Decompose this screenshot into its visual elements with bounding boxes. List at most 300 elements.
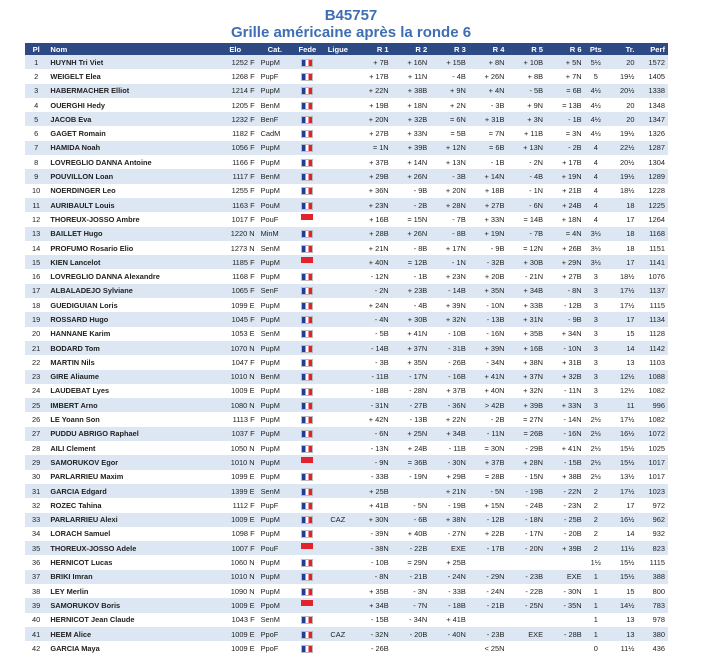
player-points: 3 bbox=[585, 355, 607, 369]
player-name[interactable]: BAILLET Hugo bbox=[47, 227, 213, 241]
player-federation-flag bbox=[292, 613, 322, 627]
player-performance: 388 bbox=[637, 570, 668, 584]
col-cat[interactable]: Cat. bbox=[258, 43, 293, 55]
round-1-result: + 41B bbox=[353, 498, 392, 512]
round-5-result: - 20N bbox=[507, 541, 546, 555]
round-2-result: + 16N bbox=[392, 55, 431, 69]
round-2-result: - 22B bbox=[392, 541, 431, 555]
french-flag-icon bbox=[301, 402, 313, 410]
round-3-result: + 25B bbox=[430, 555, 469, 569]
french-flag-icon bbox=[301, 130, 313, 138]
round-1-result: = 1N bbox=[353, 141, 392, 155]
round-6-result: - 25B bbox=[546, 513, 585, 527]
table-row bbox=[25, 269, 668, 283]
player-federation-flag bbox=[292, 184, 322, 198]
crosstable-subtitle: Grille américaine après la ronde 6 bbox=[230, 24, 472, 41]
col-tr[interactable]: Tr. bbox=[607, 43, 637, 55]
player-place: 19 bbox=[25, 312, 47, 326]
round-2-result: + 39B bbox=[392, 141, 431, 155]
player-name[interactable]: NOERDINGER Leo bbox=[47, 184, 213, 198]
player-performance: 962 bbox=[637, 513, 668, 527]
player-points: 2 bbox=[585, 527, 607, 541]
player-league bbox=[323, 370, 353, 384]
player-points: 1 bbox=[585, 584, 607, 598]
player-place: 36 bbox=[25, 555, 47, 569]
player-name[interactable]: LAUDEBAT Lyes bbox=[47, 384, 213, 398]
player-name[interactable]: HERNICOT Jean Claude bbox=[47, 613, 213, 627]
round-1-result: - 38N bbox=[353, 541, 392, 555]
round-2-result: = 29N bbox=[392, 555, 431, 569]
player-place: 21 bbox=[25, 341, 47, 355]
french-flag-icon bbox=[301, 373, 313, 381]
player-category: PupM bbox=[258, 427, 293, 441]
player-name[interactable]: PROFUMO Rosario Elio bbox=[47, 241, 213, 255]
player-tiebreak: 13 bbox=[607, 613, 637, 627]
col-perf[interactable]: Perf bbox=[637, 43, 668, 55]
round-3-result: + 12N bbox=[430, 141, 469, 155]
player-tiebreak: 20½ bbox=[607, 155, 637, 169]
player-name[interactable]: SAMORUKOV Egor bbox=[47, 455, 213, 469]
player-place: 32 bbox=[25, 498, 47, 512]
player-league bbox=[323, 455, 353, 469]
player-name[interactable]: ROZEC Tahina bbox=[47, 498, 213, 512]
player-tiebreak: 17½ bbox=[607, 484, 637, 498]
player-elo: 1098 F bbox=[213, 527, 258, 541]
player-elo: 1043 F bbox=[213, 613, 258, 627]
red-flag-icon bbox=[301, 600, 313, 606]
player-elo: 1113 F bbox=[213, 412, 258, 426]
player-performance: 800 bbox=[637, 584, 668, 598]
player-performance: 1082 bbox=[637, 412, 668, 426]
round-1-result: + 21N bbox=[353, 241, 392, 255]
round-3-result: + 17N bbox=[430, 241, 469, 255]
french-flag-icon bbox=[301, 302, 313, 310]
player-name[interactable]: ROSSARD Hugo bbox=[47, 312, 213, 326]
round-4-result: < 25N bbox=[469, 641, 508, 655]
red-flag-icon bbox=[301, 214, 313, 220]
round-2-result: - 20B bbox=[392, 627, 431, 641]
col-elo[interactable]: Elo bbox=[213, 43, 258, 55]
table-row bbox=[25, 141, 668, 155]
player-name[interactable]: GARCIA Edgard bbox=[47, 484, 213, 498]
player-place: 17 bbox=[25, 284, 47, 298]
col-r6[interactable]: R 6 bbox=[546, 43, 585, 55]
player-name[interactable]: GUEDIGUIAN Loris bbox=[47, 298, 213, 312]
round-1-result: + 24N bbox=[353, 298, 392, 312]
col-r5[interactable]: R 5 bbox=[507, 43, 546, 55]
player-place: 14 bbox=[25, 241, 47, 255]
player-place: 30 bbox=[25, 470, 47, 484]
round-4-result: = 28B bbox=[469, 470, 508, 484]
player-place: 22 bbox=[25, 355, 47, 369]
player-performance: 932 bbox=[637, 527, 668, 541]
player-federation-flag bbox=[292, 198, 322, 212]
round-1-result: - 8N bbox=[353, 570, 392, 584]
round-4-result: + 15N bbox=[469, 498, 508, 512]
round-3-result: + 21N bbox=[430, 484, 469, 498]
player-name[interactable]: WEIGELT Elea bbox=[47, 69, 213, 83]
player-elo: 1060 N bbox=[213, 555, 258, 569]
player-performance: 1405 bbox=[637, 69, 668, 83]
col-r1[interactable]: R 1 bbox=[353, 43, 392, 55]
player-category: PouM bbox=[258, 198, 293, 212]
player-name[interactable]: PARLARRIEU Alexi bbox=[47, 513, 213, 527]
player-elo: 1010 N bbox=[213, 570, 258, 584]
player-name[interactable]: LEY Merlin bbox=[47, 584, 213, 598]
col-fede[interactable]: Fede bbox=[292, 43, 322, 55]
round-6-result: + 21B bbox=[546, 184, 585, 198]
player-points: 4 bbox=[585, 198, 607, 212]
player-category: SenM bbox=[258, 484, 293, 498]
player-elo: 1009 E bbox=[213, 627, 258, 641]
player-name[interactable]: ALBALADEJO Sylviane bbox=[47, 284, 213, 298]
player-name[interactable]: AURIBAULT Louis bbox=[47, 198, 213, 212]
table-row bbox=[25, 227, 668, 241]
col-pts[interactable]: Pts bbox=[585, 43, 607, 55]
round-6-result: - 16N bbox=[546, 427, 585, 441]
player-place: 7 bbox=[25, 141, 47, 155]
player-league bbox=[323, 327, 353, 341]
col-r2[interactable]: R 2 bbox=[392, 43, 431, 55]
player-name[interactable]: HANNANE Karim bbox=[47, 327, 213, 341]
player-performance: 1142 bbox=[637, 341, 668, 355]
round-2-result: - 1B bbox=[392, 269, 431, 283]
table-row bbox=[25, 327, 668, 341]
player-name[interactable]: POUVILLON Loan bbox=[47, 169, 213, 183]
player-performance: 1348 bbox=[637, 98, 668, 112]
round-6-result: - 35N bbox=[546, 598, 585, 612]
player-tiebreak: 17½ bbox=[607, 298, 637, 312]
round-5-result: + 38N bbox=[507, 355, 546, 369]
player-name[interactable]: HUYNH Tri Viet bbox=[47, 55, 213, 69]
round-3-result: - 4B bbox=[430, 69, 469, 83]
player-tiebreak: 17 bbox=[607, 255, 637, 269]
player-tiebreak: 15 bbox=[607, 327, 637, 341]
player-tiebreak: 14 bbox=[607, 527, 637, 541]
player-place: 33 bbox=[25, 513, 47, 527]
round-4-result: + 37B bbox=[469, 455, 508, 469]
round-1-result: + 17B bbox=[353, 69, 392, 83]
french-flag-icon bbox=[301, 230, 313, 238]
player-performance: 1289 bbox=[637, 169, 668, 183]
round-5-result: - 23B bbox=[507, 570, 546, 584]
col-r4[interactable]: R 4 bbox=[469, 43, 508, 55]
player-name[interactable]: PARLARRIEU Maxim bbox=[47, 470, 213, 484]
player-name[interactable]: LORACH Samuel bbox=[47, 527, 213, 541]
player-tiebreak: 14 bbox=[607, 341, 637, 355]
round-1-result: + 28B bbox=[353, 227, 392, 241]
player-place: 10 bbox=[25, 184, 47, 198]
french-flag-icon bbox=[301, 144, 313, 152]
table-row bbox=[25, 212, 668, 226]
round-4-result: - 29N bbox=[469, 570, 508, 584]
round-3-result: - 14B bbox=[430, 284, 469, 298]
round-4-result: > 42B bbox=[469, 398, 508, 412]
round-3-result: - 31B bbox=[430, 341, 469, 355]
round-2-result: + 37N bbox=[392, 341, 431, 355]
table-row bbox=[25, 126, 668, 140]
player-federation-flag bbox=[292, 169, 322, 183]
player-league: CAZ bbox=[323, 513, 353, 527]
table-row bbox=[25, 398, 668, 412]
player-elo: 1017 F bbox=[213, 212, 258, 226]
round-1-result: - 31N bbox=[353, 398, 392, 412]
player-tiebreak: 20 bbox=[607, 55, 637, 69]
player-federation-flag bbox=[292, 55, 322, 69]
player-name[interactable]: AILI Clement bbox=[47, 441, 213, 455]
player-elo: 1268 F bbox=[213, 69, 258, 83]
player-league bbox=[323, 384, 353, 398]
player-performance: 1338 bbox=[637, 84, 668, 98]
round-3-result: - 36N bbox=[430, 398, 469, 412]
player-name[interactable]: MARTIN Nils bbox=[47, 355, 213, 369]
round-2-result: - 5N bbox=[392, 498, 431, 512]
round-5-result: - 18N bbox=[507, 513, 546, 527]
round-1-result: - 33B bbox=[353, 470, 392, 484]
player-name[interactable]: THOREUX-JOSSO Ambre bbox=[47, 212, 213, 226]
col-pl[interactable]: Pl bbox=[25, 43, 47, 55]
player-name[interactable]: BRIKI Imran bbox=[47, 570, 213, 584]
round-5-result: = 14B bbox=[507, 212, 546, 226]
player-points: 3 bbox=[585, 341, 607, 355]
round-3-result: - 16B bbox=[430, 370, 469, 384]
player-league bbox=[323, 498, 353, 512]
player-tiebreak: 15½ bbox=[607, 441, 637, 455]
round-6-result: = 4N bbox=[546, 227, 585, 241]
round-6-result: + 34N bbox=[546, 327, 585, 341]
round-4-result: - 3B bbox=[469, 98, 508, 112]
player-performance: 978 bbox=[637, 613, 668, 627]
player-federation-flag bbox=[292, 484, 322, 498]
round-2-result: - 2B bbox=[392, 198, 431, 212]
player-name[interactable]: PUDDU ABRIGO Raphael bbox=[47, 427, 213, 441]
player-performance: 1076 bbox=[637, 269, 668, 283]
french-flag-icon bbox=[301, 187, 313, 195]
col-r3[interactable]: R 3 bbox=[430, 43, 469, 55]
round-1-result: - 14B bbox=[353, 341, 392, 355]
red-flag-icon bbox=[301, 457, 313, 463]
round-4-result: - 2B bbox=[469, 412, 508, 426]
player-name[interactable]: LE Yoann Son bbox=[47, 412, 213, 426]
player-category: BenM bbox=[258, 169, 293, 183]
player-tiebreak: 13 bbox=[607, 355, 637, 369]
player-name[interactable]: IMBERT Arno bbox=[47, 398, 213, 412]
player-name[interactable]: HERNICOT Lucas bbox=[47, 555, 213, 569]
round-1-result: + 37B bbox=[353, 155, 392, 169]
player-performance: 972 bbox=[637, 498, 668, 512]
french-flag-icon bbox=[301, 516, 313, 524]
table-row bbox=[25, 384, 668, 398]
round-4-result: - 23B bbox=[469, 627, 508, 641]
player-tiebreak: 17 bbox=[607, 312, 637, 326]
player-place: 42 bbox=[25, 641, 47, 655]
player-league bbox=[323, 112, 353, 126]
player-performance: 783 bbox=[637, 598, 668, 612]
round-2-result: - 4B bbox=[392, 298, 431, 312]
col-ligue[interactable]: Ligue bbox=[323, 43, 353, 55]
round-5-result: + 31N bbox=[507, 312, 546, 326]
player-name[interactable]: GAGET Romain bbox=[47, 126, 213, 140]
player-tiebreak: 15½ bbox=[607, 455, 637, 469]
round-3-result: EXE bbox=[430, 541, 469, 555]
player-performance: 996 bbox=[637, 398, 668, 412]
player-name[interactable]: BODARD Tom bbox=[47, 341, 213, 355]
player-league bbox=[323, 55, 353, 69]
player-category: PupM bbox=[258, 355, 293, 369]
french-flag-icon bbox=[301, 616, 313, 624]
player-performance: 1264 bbox=[637, 212, 668, 226]
round-6-result: - 9B bbox=[546, 312, 585, 326]
player-elo: 1050 N bbox=[213, 441, 258, 455]
player-name[interactable]: OUERGHI Hedy bbox=[47, 98, 213, 112]
table-row bbox=[25, 613, 668, 627]
round-4-result bbox=[469, 613, 508, 627]
french-flag-icon bbox=[301, 159, 313, 167]
round-3-result: + 22N bbox=[430, 412, 469, 426]
col-nom[interactable]: Nom bbox=[47, 43, 213, 55]
table-row bbox=[25, 341, 668, 355]
round-2-result: + 38B bbox=[392, 84, 431, 98]
player-performance: 380 bbox=[637, 627, 668, 641]
player-name[interactable]: JACOB Eva bbox=[47, 112, 213, 126]
player-place: 3 bbox=[25, 84, 47, 98]
player-league bbox=[323, 470, 353, 484]
french-flag-icon bbox=[301, 359, 313, 367]
player-federation-flag bbox=[292, 269, 322, 283]
player-elo: 1182 F bbox=[213, 126, 258, 140]
player-name[interactable]: LOVREGLIO DANNA Alexandre bbox=[47, 269, 213, 283]
player-performance: 1017 bbox=[637, 455, 668, 469]
player-category: PupM bbox=[258, 141, 293, 155]
player-elo: 1117 F bbox=[213, 169, 258, 183]
round-3-result: - 24N bbox=[430, 570, 469, 584]
table-row bbox=[25, 541, 668, 555]
player-tiebreak: 20 bbox=[607, 112, 637, 126]
round-4-result bbox=[469, 555, 508, 569]
player-elo: 1163 F bbox=[213, 198, 258, 212]
french-flag-icon bbox=[301, 388, 313, 396]
player-name[interactable]: LOVREGLIO DANNA Antoine bbox=[47, 155, 213, 169]
round-6-result: - 12B bbox=[546, 298, 585, 312]
player-league bbox=[323, 98, 353, 112]
round-5-result: + 30B bbox=[507, 255, 546, 269]
player-place: 18 bbox=[25, 298, 47, 312]
player-federation-flag bbox=[292, 312, 322, 326]
player-federation-flag bbox=[292, 126, 322, 140]
player-points: 2 bbox=[585, 513, 607, 527]
player-elo: 1205 F bbox=[213, 98, 258, 112]
player-category: BenM bbox=[258, 98, 293, 112]
player-performance: 1072 bbox=[637, 427, 668, 441]
player-category: PupM bbox=[258, 184, 293, 198]
round-2-result: - 13B bbox=[392, 412, 431, 426]
round-1-result: + 16B bbox=[353, 212, 392, 226]
player-name[interactable]: HABERMACHER Elliot bbox=[47, 84, 213, 98]
player-points: 1 bbox=[585, 598, 607, 612]
round-3-result: - 8B bbox=[430, 227, 469, 241]
round-1-result: + 36N bbox=[353, 184, 392, 198]
round-1-result: + 27B bbox=[353, 126, 392, 140]
round-3-result: + 37B bbox=[430, 384, 469, 398]
round-1-result: - 9N bbox=[353, 455, 392, 469]
player-place: 24 bbox=[25, 384, 47, 398]
player-federation-flag bbox=[292, 427, 322, 441]
round-4-result: - 34N bbox=[469, 355, 508, 369]
player-name[interactable]: HAMIDA Noah bbox=[47, 141, 213, 155]
round-5-result: + 28N bbox=[507, 455, 546, 469]
player-place: 40 bbox=[25, 613, 47, 627]
player-elo: 1045 F bbox=[213, 312, 258, 326]
round-4-result: - 1B bbox=[469, 155, 508, 169]
round-3-result: - 33B bbox=[430, 584, 469, 598]
round-2-result: + 33N bbox=[392, 126, 431, 140]
round-6-result bbox=[546, 641, 585, 655]
player-place: 38 bbox=[25, 584, 47, 598]
red-flag-icon bbox=[301, 257, 313, 263]
player-league bbox=[323, 155, 353, 169]
player-category: PupM bbox=[258, 55, 293, 69]
player-tiebreak: 18½ bbox=[607, 269, 637, 283]
player-place: 41 bbox=[25, 627, 47, 641]
player-name[interactable]: HEEM Alice bbox=[47, 627, 213, 641]
player-league bbox=[323, 312, 353, 326]
player-tiebreak: 19½ bbox=[607, 126, 637, 140]
player-points: 2 bbox=[585, 484, 607, 498]
player-tiebreak: 17 bbox=[607, 212, 637, 226]
player-name[interactable]: KIEN Lancelot bbox=[47, 255, 213, 269]
player-place: 27 bbox=[25, 427, 47, 441]
player-league bbox=[323, 641, 353, 655]
player-name[interactable]: GIRE Aliaume bbox=[47, 370, 213, 384]
player-name[interactable]: SAMORUKOV Boris bbox=[47, 598, 213, 612]
round-4-result: - 24N bbox=[469, 584, 508, 598]
round-4-result: - 16N bbox=[469, 327, 508, 341]
round-4-result: - 11N bbox=[469, 427, 508, 441]
player-place: 25 bbox=[25, 398, 47, 412]
round-4-result: + 26N bbox=[469, 69, 508, 83]
round-5-result: - 5B bbox=[507, 84, 546, 98]
round-4-result: + 22B bbox=[469, 527, 508, 541]
player-name[interactable]: THOREUX-JOSSO Adele bbox=[47, 541, 213, 555]
round-3-result: = 6N bbox=[430, 112, 469, 126]
player-elo: 1056 F bbox=[213, 141, 258, 155]
french-flag-icon bbox=[301, 573, 313, 581]
player-league bbox=[323, 184, 353, 198]
player-league bbox=[323, 570, 353, 584]
player-points: 2 bbox=[585, 541, 607, 555]
round-1-result: + 35B bbox=[353, 584, 392, 598]
player-name[interactable]: GARCIA Maya bbox=[47, 641, 213, 655]
player-points: 2 bbox=[585, 498, 607, 512]
round-4-result: - 12B bbox=[469, 513, 508, 527]
player-elo: 1168 F bbox=[213, 269, 258, 283]
table-row bbox=[25, 184, 668, 198]
round-2-result: - 8B bbox=[392, 241, 431, 255]
player-federation-flag bbox=[292, 141, 322, 155]
player-points: 3 bbox=[585, 370, 607, 384]
player-elo: 1047 F bbox=[213, 355, 258, 369]
round-2-result: + 30B bbox=[392, 312, 431, 326]
player-performance: 1115 bbox=[637, 555, 668, 569]
french-flag-icon bbox=[301, 631, 313, 639]
round-5-result: - 29B bbox=[507, 441, 546, 455]
player-league bbox=[323, 212, 353, 226]
player-league bbox=[323, 84, 353, 98]
round-6-result: + 24B bbox=[546, 198, 585, 212]
round-5-result: + 34B bbox=[507, 284, 546, 298]
player-tiebreak: 18 bbox=[607, 198, 637, 212]
round-2-result: + 18N bbox=[392, 98, 431, 112]
